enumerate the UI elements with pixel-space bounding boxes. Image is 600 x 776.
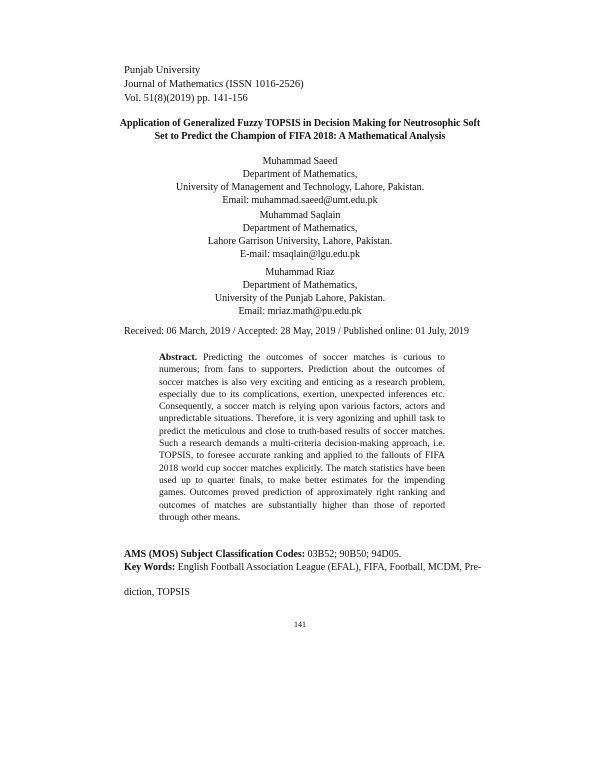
journal-name: Journal of Mathematics (ISSN 1016-2526) (124, 79, 304, 90)
ams-classification (124, 548, 494, 561)
key-words (124, 561, 504, 574)
author-institution: Lahore Garrison University, Lahore, Pakistan. (207, 236, 393, 247)
page-number: 141 (294, 620, 306, 629)
publication-dates: Received: 06 March, 2019 / Accepted: 28 May, 2019 / Published online: 01 July, 2019 (124, 326, 470, 337)
ams-codes: 03B52; 90B50; 94D05. (307, 549, 402, 560)
author-institution: University of the Punjab Lahore, Pakistan. (214, 293, 386, 304)
keywords-label: Key Words: (124, 562, 176, 573)
journal-header (124, 64, 304, 106)
title-line-2: Set to Predict the Champion of FIFA 2018: A Mathematical Analysis (154, 131, 446, 142)
ams-label: AMS (MOS) Subject Classification Codes: (124, 549, 306, 560)
author-department: Department of Mathematics, (242, 223, 358, 234)
keywords-text: English Football Association League (EFAL), FIFA, Football, MCDM, Pre- (177, 562, 482, 573)
author-block (100, 155, 500, 207)
author-name: Muhammad Riaz (265, 267, 335, 278)
author-email: Email: muhammad.saeed@umt.edu.pk (222, 195, 378, 206)
author-name: Muhammad Saeed (262, 156, 338, 167)
university-name: Punjab University (124, 65, 201, 76)
title-line-1: Application of Generalized Fuzzy TOPSIS in Decision Making for Neutrosophic Soft (119, 118, 481, 129)
abstract (159, 352, 445, 524)
volume-info: Vol. 51(8)(2019) pp. 141-156 (124, 93, 248, 104)
abstract-label: Abstract. (159, 352, 198, 363)
keywords-continuation: diction, TOPSIS (124, 587, 190, 598)
author-email: Email: mriaz.math@pu.edu.pk (238, 306, 362, 317)
author-email: E-mail: msaqlain@lgu.edu.pk (239, 249, 361, 260)
author-department: Department of Mathematics, (242, 280, 358, 291)
paper-title (110, 117, 490, 143)
author-name: Muhammad Saqlain (259, 210, 341, 221)
author-block (100, 266, 500, 318)
author-institution: University of Management and Technology, Lahore, Pakistan. (175, 182, 425, 193)
abstract-text: Predicting the outcomes of soccer matches is curious to numerous; from fans to supporters. Prediction about the outcomes of soccer matches is also very exciting and enticing as a research problem, especially due to its complications, exertion, unexpected inferences etc. Consequently, a soccer match is relying upon various factors, actors and unpredictable situations. Therefore, it is very agonizing and uphill task to predict the meticulous and close to truth-based results of soccer matches. Such a research demands a multi-criteria decision-making approach, i.e. TOPSIS, to foresee accurate ranking and applied to the fallouts of FIFA 2018 world cup soccer matches explicitly. The match statistics have been used up to quarter finals, to make better estimates for the impending games. Outcomes proved prediction of approximately right ranking and outcomes of matches are substantially higher than those of reported through other means. (159, 352, 445, 523)
author-department: Department of Mathematics, (242, 169, 358, 180)
author-block (100, 209, 500, 261)
